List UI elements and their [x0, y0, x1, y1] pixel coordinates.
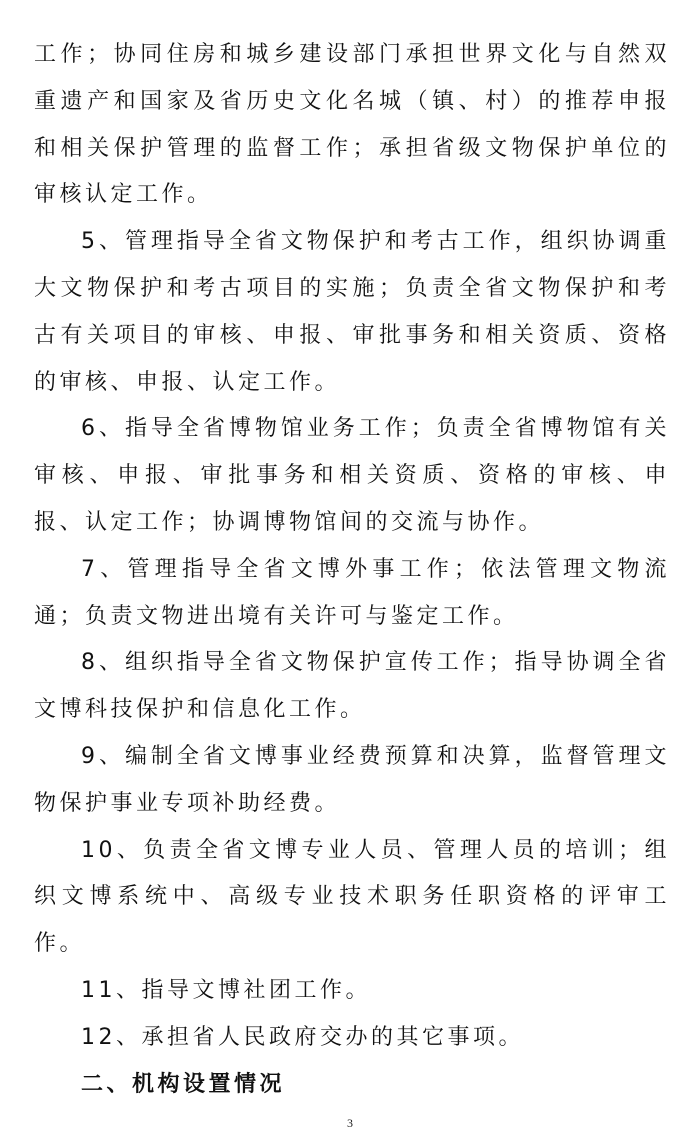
page-content: [34, 32, 670, 1108]
section-heading: 二、机构设置情况: [81, 1071, 286, 1097]
paragraph-item-6: 6、指导全省博物馆业务工作；负责全省博物馆有关审核、申报、审批事务和相关资质、资格的审核、申报、认定工作；协调博物馆间的交流与协作。: [34, 416, 670, 535]
page-number: 3: [347, 1116, 353, 1130]
paragraph-item-11: 11、指导文博社团工作。: [81, 977, 371, 1003]
paragraph-item-8: 8、组织指导全省文物保护宣传工作；指导协调全省文博科技保护和信息化工作。: [34, 650, 670, 723]
paragraph-continuation: 工作；协同住房和城乡建设部门承担世界文化与自然双重遗产和国家及省历史文化名城（镇、村）的推荐申报和相关保护管理的监督工作；承担省级文物保护单位的审核认定工作。: [34, 42, 670, 208]
paragraph-item-9: 9、编制全省文博事业经费预算和决算，监督管理文物保护事业专项补助经费。: [34, 743, 670, 816]
paragraph-item-7: 7、管理指导全省文博外事工作；依法管理文物流通；负责文物进出境有关许可与鉴定工作。: [34, 556, 670, 629]
paragraph-item-5: 5、管理指导全省文物保护和考古工作，组织协调重大文物保护和考古项目的实施；负责全省文物保护和考古有关项目的审核、申报、审批事务和相关资质、资格的审核、申报、认定工作。: [34, 229, 670, 395]
paragraph-item-10: 10、负责全省文博专业人员、管理人员的培训；组织文博系统中、高级专业技术职务任职资格的评审工作。: [34, 837, 670, 957]
paragraph-item-12: 12、承担省人民政府交办的其它事项。: [81, 1024, 524, 1050]
